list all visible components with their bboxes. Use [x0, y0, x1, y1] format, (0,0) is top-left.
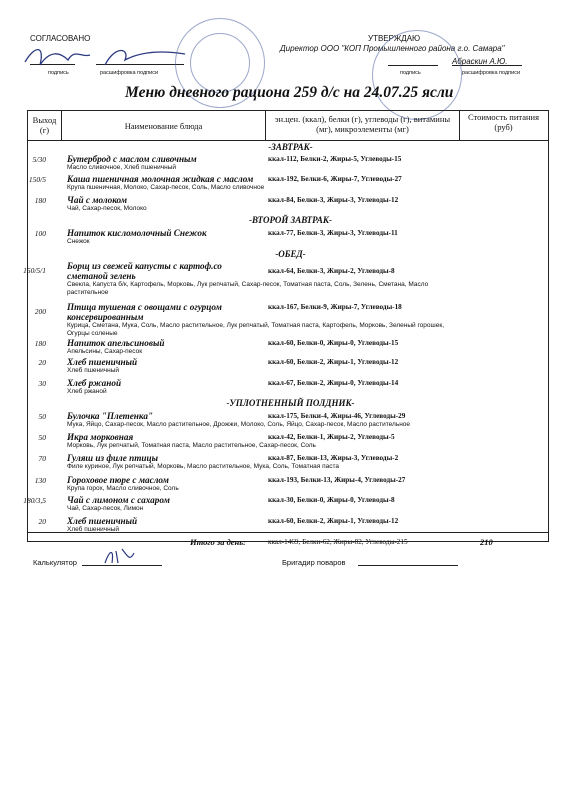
dish-nutrition: ккал-167, Белки-9, Жиры-7, Углеводы-18: [268, 303, 402, 311]
dish-name: Напиток апельсиновый: [67, 338, 165, 348]
dish-name: Борщ из свежей капусты с картоф.со сметаной зелень: [67, 261, 222, 281]
item-output: 70: [38, 454, 46, 463]
dish-nutrition: ккал-42, Белки-1, Жиры-2, Углеводы-5: [268, 433, 395, 441]
section-title-second-breakfast: -ВТОРОЙ ЗАВТРАК-: [249, 215, 332, 225]
item-output: 30: [38, 379, 46, 388]
item-output: 180/3,5: [23, 496, 46, 505]
item-output: 200: [34, 307, 46, 316]
total-label: Итого за день:: [190, 537, 246, 547]
dish-ingredients: Масло сливочное, Хлеб пшеничный: [67, 164, 177, 171]
handwritten-signature-left: [20, 40, 190, 75]
director-name: Абраскин А.Ю.: [452, 57, 508, 66]
dish-name: Бутерброд с маслом сливочным: [67, 154, 197, 164]
table-header-bottom-line: [27, 140, 548, 141]
director-title: Директор ООО "КОП Промышленного района г.о. Самара": [280, 44, 505, 53]
section-title-afternoon-snack: -УПЛОТНЕННЫЙ ПОЛДНИК-: [226, 398, 355, 408]
item-output: 150/5: [28, 175, 46, 184]
section-title-breakfast: -ЗАВТРАК-: [268, 142, 313, 152]
dish-ingredients: Свекла, Капуста б/к, Картофель, Морковь, Лук репчатый, Сахар-песок, Томатная паста, Соль, Зелень, Сметана, Масло растительное: [67, 281, 429, 296]
dish-name: Гуляш из филе птицы: [67, 453, 158, 463]
approved-label: СОГЛАСОВАНО: [30, 34, 91, 43]
calculator-label: Калькулятор: [33, 558, 77, 567]
dish-ingredients: Курица, Сметана, Мука, Соль, Масло растительное, Лук репчатый, Томатная паста, Картофель, Морковь, Зеленый горошек, Огурцы соленые: [67, 322, 444, 337]
col-header-output: Выход (г): [32, 115, 57, 135]
item-output: 20: [38, 358, 46, 367]
dish-name: Хлеб пшеничный: [67, 516, 138, 526]
approve-label: УТВЕРЖДАЮ: [368, 34, 421, 43]
signature-caption-right: подпись: [400, 70, 421, 76]
dish-name: Чай с лимоном с сахаром: [67, 495, 170, 505]
signature-caption-left: подпись: [48, 70, 69, 76]
dish-name: Икра морковная: [67, 432, 134, 442]
decode-caption-left: расшифровка подписи: [100, 70, 159, 76]
chef-label: Бригадир поваров: [282, 558, 346, 567]
dish-ingredients: Чай, Сахар-песок, Молоко: [67, 205, 147, 212]
dish-nutrition: ккал-60, Белки-2, Жиры-1, Углеводы-12: [268, 358, 399, 366]
item-output: 130: [34, 476, 46, 485]
dish-nutrition: ккал-87, Белки-13, Жиры-3, Углеводы-2: [268, 454, 399, 462]
total-nutrition: ккал-1469, Белки-62, Жиры-82, Углеводы-215: [268, 538, 408, 546]
dish-ingredients: Хлеб пшеничный: [67, 367, 120, 374]
total-cost: 210: [480, 537, 493, 547]
dish-nutrition: ккал-60, Белки-0, Жиры-0, Углеводы-15: [268, 339, 399, 347]
dish-nutrition: ккал-60, Белки-2, Жиры-1, Углеводы-12: [268, 517, 399, 525]
chef-sign-line: [358, 565, 458, 566]
dish-ingredients: Филе куриное, Лук репчатый, Морковь, Масло растительное, Мука, Соль, Томатная паста: [67, 463, 339, 470]
dish-nutrition: ккал-192, Белки-6, Жиры-7, Углеводы-27: [268, 175, 402, 183]
dish-name: Хлеб ржаной: [67, 378, 122, 388]
dish-nutrition: ккал-84, Белки-3, Жиры-3, Углеводы-12: [268, 196, 399, 204]
item-output: 100: [34, 229, 46, 238]
col-header-name: Наименование блюда: [124, 121, 203, 131]
dish-ingredients: Снежок: [67, 238, 90, 245]
dish-ingredients: Крупа пшеничная, Молоко, Сахар-песок, Соль, Масло сливочное: [67, 184, 265, 191]
section-title-lunch: -ОБЕД-: [275, 249, 306, 259]
dish-nutrition: ккал-175, Белки-4, Жиры-46, Углеводы-29: [268, 412, 406, 420]
item-output: 180: [34, 196, 46, 205]
dish-nutrition: ккал-112, Белки-2, Жиры-5, Углеводы-15: [268, 155, 402, 163]
dish-nutrition: ккал-64, Белки-3, Жиры-2, Углеводы-8: [268, 267, 395, 275]
dish-ingredients: Апельсины, Сахар-песок: [67, 348, 143, 355]
item-output: 50: [38, 433, 46, 442]
handwritten-signature-calculator: [100, 545, 140, 567]
dish-name: Каша пшеничная молочная жидкая с маслом: [67, 174, 254, 184]
col-header-nutrition: эн.цен. (ккал), белки (г), углеводы (г), витамины (мг), микроэлементы (мг): [274, 114, 451, 134]
dish-ingredients: Чай, Сахар-песок, Лимон: [67, 505, 144, 512]
dish-nutrition: ккал-30, Белки-0, Жиры-0, Углеводы-8: [268, 496, 395, 504]
item-output: 180: [34, 339, 46, 348]
stamp-right: [372, 30, 462, 120]
dish-name: Птица тушеная с овощами с огурцом консервированным: [67, 302, 222, 322]
dish-name: Булочка "Плетенка": [67, 411, 154, 421]
item-output: 150/5/1: [23, 266, 46, 275]
dish-nutrition: ккал-77, Белки-3, Жиры-3, Углеводы-11: [268, 229, 398, 237]
dish-ingredients: Хлеб ржаной: [67, 388, 107, 395]
dish-name: Напиток кисломолочный Снежок: [67, 228, 207, 238]
item-output: 50: [38, 412, 46, 421]
dish-ingredients: Мука, Яйцо, Сахар-песок, Масло растительное, Дрожжи, Молоко, Соль, Яйцо, Сахар-песок, Масло растительное: [67, 421, 411, 428]
dish-nutrition: ккал-67, Белки-2, Жиры-0, Углеводы-14: [268, 379, 399, 387]
decode-caption-right: расшифровка подписи: [462, 70, 521, 76]
item-output: 5/30: [32, 155, 46, 164]
col-header-cost: Стоимость питания (руб): [468, 112, 539, 132]
dish-name: Чай с молоком: [67, 195, 128, 205]
dish-ingredients: Хлеб пшеничный: [67, 526, 120, 533]
dish-ingredients: Крупа горох, Масло сливочное, Соль: [67, 485, 179, 492]
dish-nutrition: ккал-193, Белки-13, Жиры-4, Углеводы-27: [268, 476, 406, 484]
dish-ingredients: Морковь, Лук репчатый, Томатная паста, Масло растительное, Сахар-песок, Соль: [67, 442, 316, 449]
dish-name: Гороховое пюре с маслом: [67, 475, 169, 485]
item-output: 20: [38, 517, 46, 526]
page-title: Меню дневного рациона 259 д/с на 24.07.25 ясли: [125, 84, 454, 101]
dish-name: Хлеб пшеничный: [67, 357, 138, 367]
